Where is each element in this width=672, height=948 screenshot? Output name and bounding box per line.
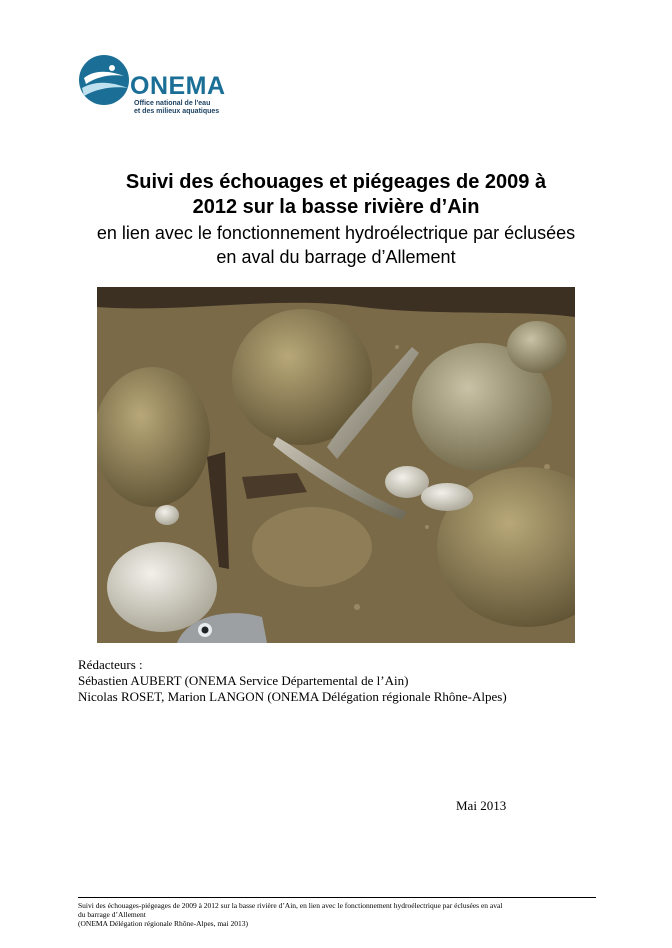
report-subtitle-line: en lien avec le fonctionnement hydroélectrique par éclusées: [96, 223, 576, 243]
stranded-fish-photo-icon: [97, 287, 575, 643]
report-title-line: Suivi des échouages et piégeages de 2009 à: [125, 171, 547, 193]
onema-logo: [78, 50, 248, 120]
author-line: Nicolas ROSET, Marion LANGON (ONEMA Délégation régionale Rhône-Alpes): [78, 689, 507, 704]
publication-date: Mai 2013: [456, 798, 507, 813]
logo-subtitle: [134, 100, 219, 116]
authors-heading: Rédacteurs :: [78, 657, 143, 672]
authors-block: [78, 657, 507, 705]
logo-subtitle-line: Office national de l'eau: [134, 100, 211, 107]
footer-line: du barrage d’Allement: [78, 910, 146, 919]
onema-wave-icon: [78, 50, 132, 110]
footer-divider: [78, 897, 596, 898]
footer-note: [78, 901, 596, 928]
footer-line: Suivi des échouages-piégeages de 2009 à 2012 sur la basse rivière d’Ain, en lien avec le fonctionnement hydroélectrique par éclusées en aval: [78, 901, 503, 910]
logo-wordmark: ONEMA: [130, 72, 226, 100]
title-block: [60, 170, 612, 268]
logo-subtitle-line: et des milieux aquatiques: [134, 108, 220, 115]
author-line: Sébastien AUBERT (ONEMA Service Départemental de l’Ain): [78, 673, 409, 688]
report-subtitle-line: en aval du barrage d’Allement: [216, 247, 456, 267]
report-title-line: 2012 sur la basse rivière d’Ain: [192, 196, 480, 218]
cover-photo: [97, 287, 575, 643]
footer-line: (ONEMA Délégation régionale Rhône-Alpes, mai 2013): [78, 919, 248, 928]
